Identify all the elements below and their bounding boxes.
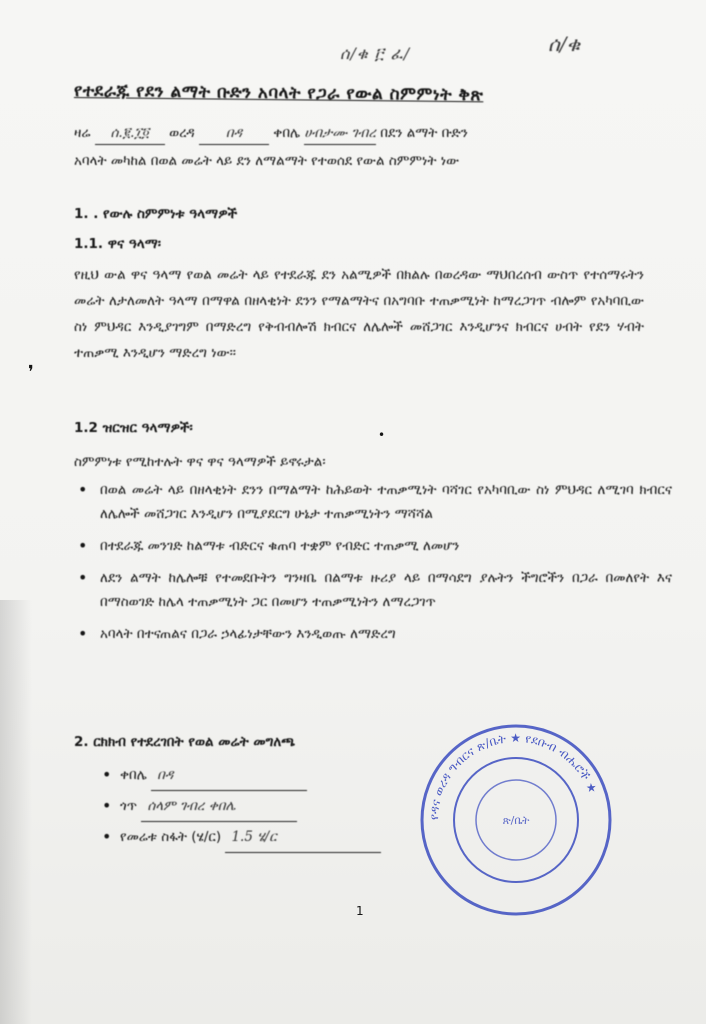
handwritten-note-top: ሰ/ቁ ፫ ፈ/ [340, 44, 411, 63]
section-1-2-heading: 1.2 ዝርዝር ዓላማዎች፡ [74, 420, 193, 436]
field-value: 1.5 ሄ/ር [225, 822, 381, 853]
document-title: የተደራጁ የደን ልማት ቡድን አባላት የጋራ የውል ስምምነት ቅጽ [73, 81, 484, 106]
objectives-list [74, 478, 672, 654]
margin-mark: ❜ [28, 362, 34, 383]
land-fields-list [98, 760, 381, 853]
field-label: ጎጥ [120, 798, 138, 814]
page-number: 1 [356, 904, 364, 918]
field-area [120, 822, 381, 853]
intro-line-1 [74, 122, 468, 145]
intro-line-2: አባላት መካከል በወል መሬት ላይ ደን ለማልማት የተወሰደ የውል ስምምነት ነው [74, 153, 460, 169]
section-2-heading: 2. ርክክብ የተደረገበት የወል መሬት መግለጫ [74, 734, 296, 750]
kebele-fill: ሀብታሙ ገብረ [304, 122, 376, 145]
field-kebele [120, 760, 381, 791]
stamp-inner-text: ጽ/ቤት [502, 814, 530, 827]
handwritten-note-top-right: ሰ/ቁ [548, 32, 581, 56]
intro-suffix: በደን ልማት ቡድን [380, 125, 468, 141]
intro-kebele-label: ቀበሌ [273, 125, 301, 141]
intro-woreda-label: ወረዳ [169, 125, 195, 141]
list-item: • በተደራጁ መንገድ ከልማቱ ብድርና ቁጠባ ተቋም የብድር ተጠቃሚ ለመሆን [100, 534, 672, 558]
ink-dot: • [378, 428, 386, 442]
official-stamp [418, 722, 614, 918]
section-1-1-heading: 1.1. ዋና ዓላማ፡ [74, 236, 161, 252]
page-edge-shadow [0, 600, 32, 1024]
stamp-outer-text: የዳና ወረዳ ግብርና ጽ/ቤት ★ የደቡብ ብሔሮች ★ [426, 730, 600, 821]
section-1-1-paragraph: የዚህ ውል ዋና ዓላማ የወል መሬት ላይ የተደራጁ ደን አልሚዎች በክልሉ በወረዳው ማህበረሰብ ውስጥ የተሰማሩትን መሬት ለታለመለት ዓላማ በማዋል በዘላቂነት ደንን የማልማትና በአግባቡ ተጠቃሚነት ከማረጋገጥ ብሎም የአካባቢው ስነ ምህዳር እንዲያገግም በማድረግ የቅብብሎሽ ክብርና ለሌሎች መሸጋገር እንዲሆንና ክብርና ሀብት የደን ሃብት ተጠቃሚ እንዲሆን ማድረግ ነው፡፡ [74, 267, 644, 361]
section-1-2-intro: ስምምነቱ የሚከተሉት ዋና ዋና ዓላማዎች ይኖሩታል፡ [74, 454, 326, 470]
list-item: • ለደን ልማት ከሌሎቹ የተመደቡትን ግንዛቤ በልማቱ ዙሪያ ላይ በማሳደግ ያሉትን ችግሮችን በጋራ በመለየት እና በማስወገድ ከሌላ ተጠቃሚነት ጋር በመሆን ተጠቃሚነትን ለማረጋገጥ [100, 566, 672, 614]
field-value: ሰላም ገብረ ቀበሌ [141, 791, 297, 822]
intro-prefix: ዛሬ [74, 125, 91, 141]
field-label: ቀበሌ [120, 767, 147, 783]
field-label: የመሬቱ ስፋት (ሄ/ር) [120, 829, 222, 845]
field-got [120, 791, 381, 822]
list-item: • አባላት በተናጠልና በጋራ ኃላፊነታቸውን እንዲወጡ ለማድረግ [100, 622, 672, 646]
field-value: በዳ [151, 760, 307, 791]
section-1-heading: 1. . የውሉ ስምምነቱ ዓላማዎች [74, 206, 238, 222]
list-item: • በወል መሬት ላይ በዘላቂነት ደንን በማልማት ከሕይወት ተጠቃሚነት ባሻገር የአካባቢው ስነ ምህዳር ለሚገባ ክብርና ለሌሎች መሸጋገር እንዲሆን በሚያደርግ ሁኔታ ተጠቃሚነትን ማሻሻል [100, 478, 672, 526]
date-fill: ሰ.፪.፲፬ [95, 122, 165, 145]
woreda-fill: በዳ [199, 122, 269, 145]
